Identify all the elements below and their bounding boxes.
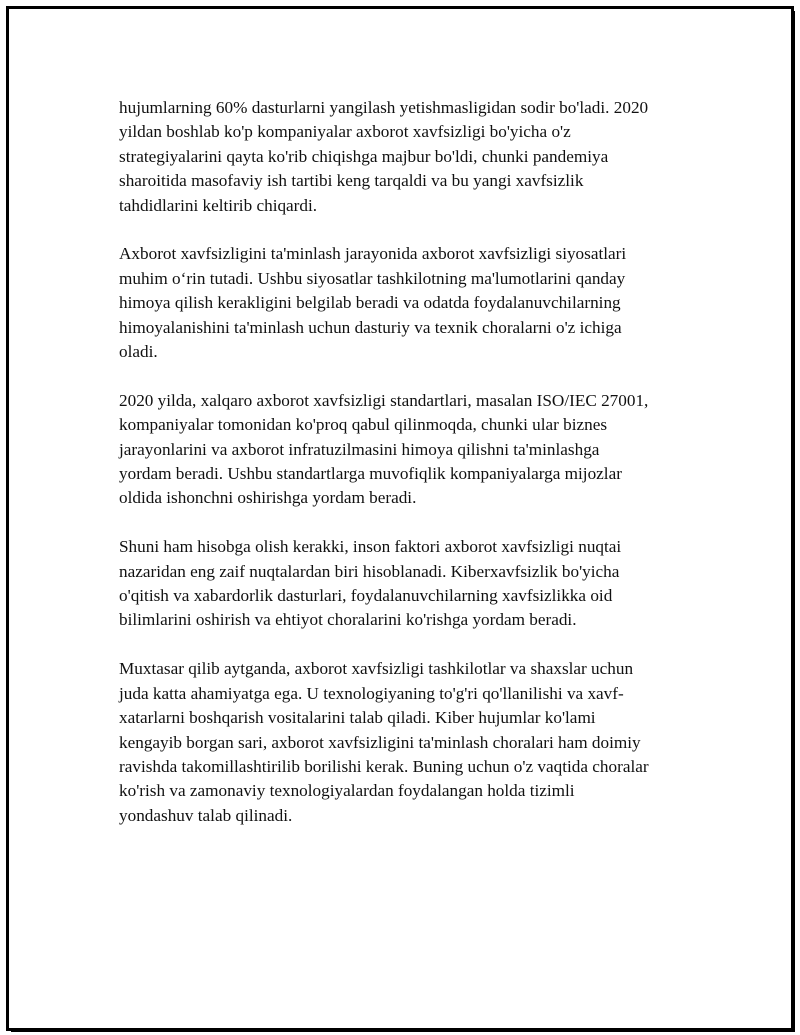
paragraph-2: Axborot xavfsizligini ta'minlash jarayonida axborot xavfsizligi siyosatlari muhim o‘rin tutadi. Ushbu siyosatlar tashkilotning ma'lumotlarini qanday himoya qilish kerakligini belgilab beradi va odatda foydalanuvchilarning himoyalanishini ta'minlash uchun dasturiy va texnik choralarni o'z ichiga oladi. bbox=[119, 244, 627, 362]
paragraph-5: Muxtasar qilib aytganda, axborot xavfsizligi tashkilotlar va shaxslar uchun juda katta ahamiyatga ega. U texnologiyaning to'g'ri qo'llanilishi va xavf- xatarlarni boshqarish vositalarini talab qiladi. Kiber hujumlar ko'lami kengayib borgan sari, axborot xavfsizligini ta'minlash choralari ham doimiy ravishda takomillashtirilib borilishi kerak. Buning uchun o'z vaqtida choralar ko'rish va zamonaviy texnologiyalardan foydalangan holda tizimli yondashuv talab qilinadi. bbox=[119, 659, 649, 825]
paragraph-1: hujumlarning 60% dasturlarni yangilash yetishmasligidan sodir bo'ladi. 2020 yildan boshlab ko'p kompaniyalar axborot xavfsizligi bo'yicha o'z strategiyalarini qayta ko'rib chiqishga majbur bo'ldi, chunki pandemiya sharoitida masofaviy ish tartibi keng tarqaldi va bu yangi xavfsizlik tahdidlarini keltirib chiqardi. bbox=[119, 98, 649, 215]
paragraph-3: 2020 yilda, xalqaro axborot xavfsizligi standartlari, masalan ISO/IEC 27001, kompaniyalar tomonidan ko'proq qabul qilinmoqda, chunki ular biznes jarayonlarini va axborot infratuzilmasini himoya qilishni ta'minlashga yordam beradi. Ushbu standartlarga muvofiqlik kompaniyalarga mijozlar oldida ishonchni oshirishga yordam beradi. bbox=[119, 390, 649, 508]
page-frame bbox=[6, 6, 794, 1031]
document-body bbox=[119, 96, 699, 853]
paragraph-4: Shuni ham hisobga olish kerakki, inson faktori axborot xavfsizligi nuqtai nazaridan eng zaif nuqtalardan biri hisoblanadi. Kiberxavfsizlik bo'yicha o'qitish va xabardorlik dasturlari, foydalanuvchilarning xavfsizlikka oid bilimlarini oshirish va ehtiyot choralarini ko'rishga yordam beradi. bbox=[119, 537, 622, 630]
